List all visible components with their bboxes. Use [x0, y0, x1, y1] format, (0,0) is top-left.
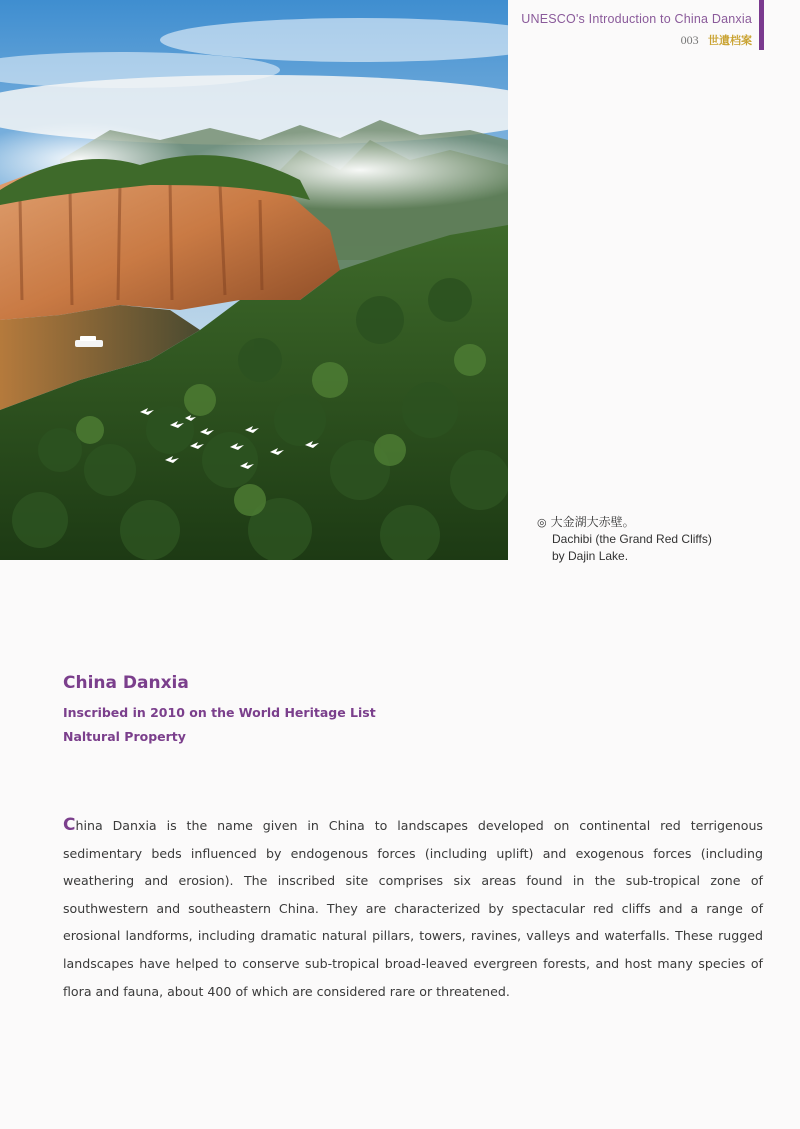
drop-cap: C — [63, 815, 76, 835]
page-number: 003 — [680, 33, 699, 47]
inscription-subtitle: Inscribed in 2010 on the World Heritage List — [63, 705, 376, 720]
caption-marker: ◎ — [537, 516, 547, 529]
section-title-cn: 世遺档案 — [708, 34, 752, 47]
body-text: hina Danxia is the name given in China to landscapes developed on continental red terrigenous sedimentary beds influenced by endogenous forces (including uplift) and exogenous forces (including weathering and erosion). The inscribed site comprises six areas found in the sub-tropical zone of southwestern and southeastern China. They are characterized by spectacular red cliffs and a range of erosional landforms, including dramatic natural pillars, towers, ravines, valleys and waterfalls. These rugged landscapes have helped to conserve sub-tropical broad-leaved evergreen forests, and host many species of flora and fauna, about 400 of which are considered rare or threatened. — [63, 818, 763, 999]
header-accent-bar — [759, 0, 764, 50]
body-paragraph — [63, 812, 763, 1005]
caption-en-line-2: by Dajin Lake. — [552, 549, 629, 563]
series-title: UNESCO's Introduction to China Danxia — [521, 12, 752, 26]
page-line — [521, 32, 752, 48]
caption-en-line-1: Dachibi (the Grand Red Cliffs) — [552, 532, 712, 546]
heading-block — [63, 673, 376, 753]
property-type-subtitle: Naltural Property — [63, 729, 186, 744]
running-header — [521, 12, 752, 48]
caption-cn-line — [537, 514, 712, 531]
landscape-photo-icon — [0, 0, 508, 560]
page-title: China Danxia — [63, 673, 189, 693]
caption-cn: 大金湖大赤壁。 — [550, 515, 635, 529]
landscape-photo — [0, 0, 508, 560]
photo-caption — [537, 514, 712, 565]
